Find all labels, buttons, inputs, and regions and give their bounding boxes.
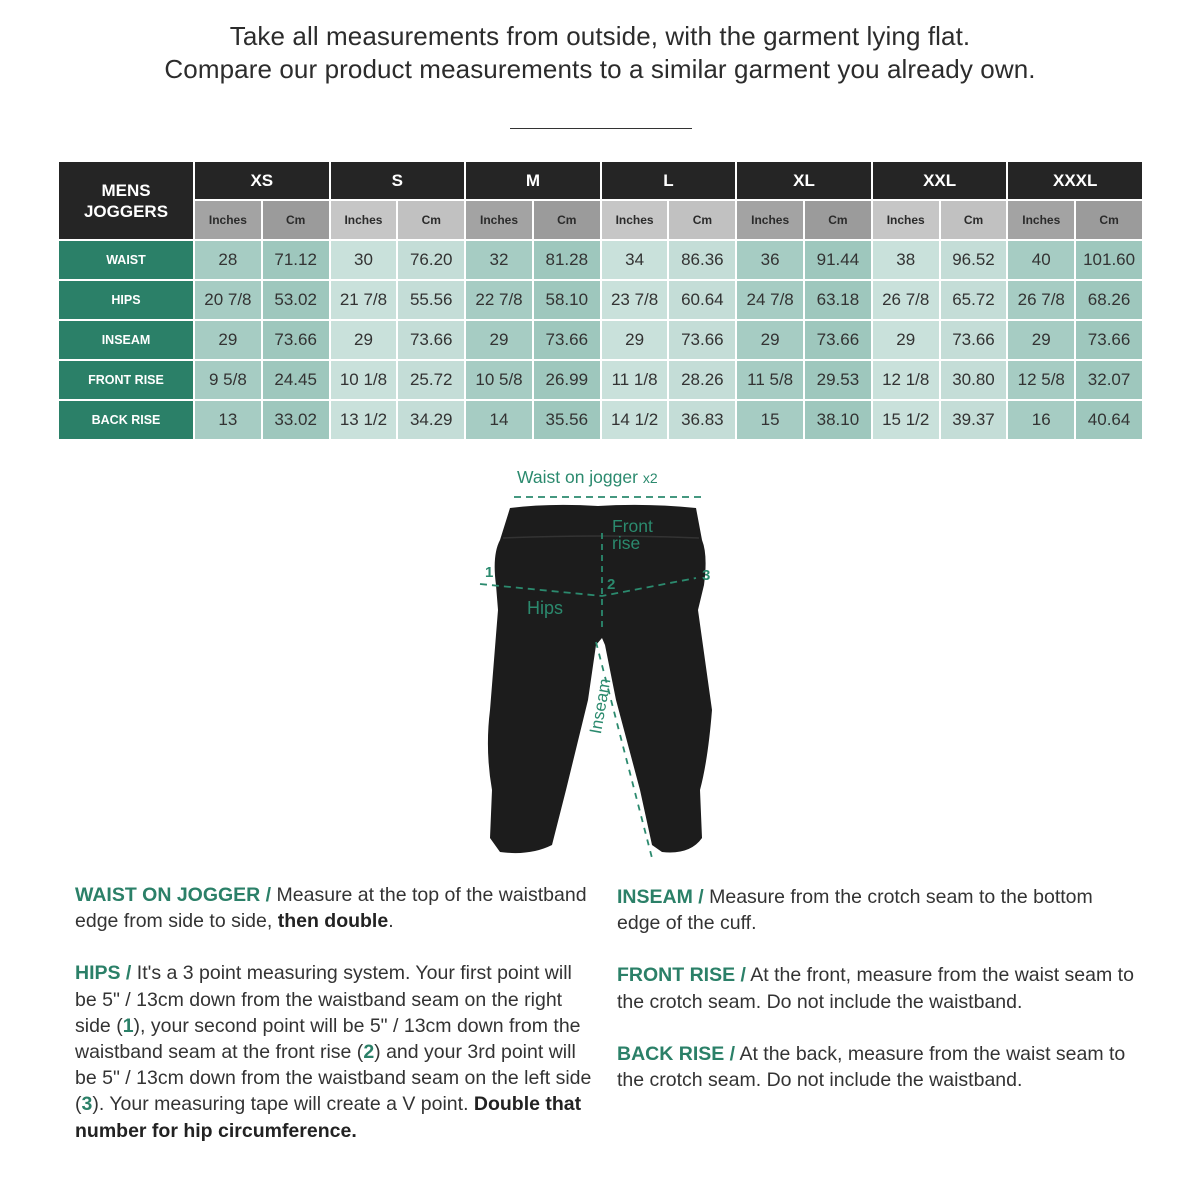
value-cell-inches: 13 xyxy=(194,400,262,440)
intro-line-2: Compare our product measurements to a similar garment you already own. xyxy=(164,54,1036,84)
waist-label-text: Waist on jogger xyxy=(517,467,638,487)
value-cell-cm: 73.66 xyxy=(1075,320,1143,360)
desc-hips xyxy=(75,960,595,1143)
point-2-label: 2 xyxy=(607,576,616,593)
size-header-xxxl: XXXL xyxy=(1007,161,1143,200)
table-body xyxy=(58,240,1143,440)
desc-hips-n1: 1 xyxy=(122,1014,134,1037)
value-cell-inches: 20 7/8 xyxy=(194,280,262,320)
unit-header-row xyxy=(58,200,1143,240)
value-cell-inches: 15 1/2 xyxy=(872,400,940,440)
row-label: WAIST xyxy=(58,240,194,280)
desc-hips-bold: Double that number for hip circumference. xyxy=(75,1093,582,1142)
value-cell-inches: 29 xyxy=(601,320,669,360)
size-header-s: S xyxy=(330,161,466,200)
value-cell-cm: 38.10 xyxy=(804,400,872,440)
desc-hips-n3: 3 xyxy=(81,1093,93,1116)
value-cell-cm: 73.66 xyxy=(262,320,330,360)
value-cell-cm: 60.64 xyxy=(668,280,736,320)
table-row xyxy=(58,280,1143,320)
value-cell-inches: 29 xyxy=(736,320,804,360)
desc-hips-t1: It's a 3 point measuring system. Your first point will be 5" / 13cm down from the waistband seam on the right side ( xyxy=(75,962,572,1037)
point-3-label: 3 xyxy=(702,567,711,584)
value-cell-cm: 30.80 xyxy=(940,360,1008,400)
desc-back-rise-heading: BACK RISE / xyxy=(617,1042,736,1065)
value-cell-inches: 14 xyxy=(465,400,533,440)
table-row xyxy=(58,320,1143,360)
corner-line-2: JOGGERS xyxy=(83,201,169,221)
inseam-diagram-label: Inseam xyxy=(586,677,615,736)
value-cell-cm: 101.60 xyxy=(1075,240,1143,280)
value-cell-cm: 34.29 xyxy=(397,400,465,440)
row-label: FRONT RISE xyxy=(58,360,194,400)
unit-header-cm: Cm xyxy=(668,200,736,240)
value-cell-inches: 14 1/2 xyxy=(601,400,669,440)
value-cell-cm: 33.02 xyxy=(262,400,330,440)
row-label: HIPS xyxy=(58,280,194,320)
size-header-xl: XL xyxy=(736,161,872,200)
value-cell-inches: 11 5/8 xyxy=(736,360,804,400)
unit-header-inches: Inches xyxy=(1007,200,1075,240)
value-cell-inches: 26 7/8 xyxy=(872,280,940,320)
value-cell-cm: 24.45 xyxy=(262,360,330,400)
value-cell-inches: 22 7/8 xyxy=(465,280,533,320)
value-cell-cm: 73.66 xyxy=(533,320,601,360)
value-cell-inches: 12 1/8 xyxy=(872,360,940,400)
left-descriptions xyxy=(75,882,595,1170)
unit-header-inches: Inches xyxy=(194,200,262,240)
value-cell-inches: 11 1/8 xyxy=(601,360,669,400)
value-cell-inches: 9 5/8 xyxy=(194,360,262,400)
front-rise-line-1: Front xyxy=(612,516,653,536)
value-cell-inches: 32 xyxy=(465,240,533,280)
desc-waist-heading: WAIST ON JOGGER / xyxy=(75,884,272,906)
value-cell-inches: 30 xyxy=(330,240,398,280)
value-cell-inches: 24 7/8 xyxy=(736,280,804,320)
size-chart-table xyxy=(57,160,1144,441)
unit-header-cm: Cm xyxy=(397,200,465,240)
desc-waist-end: . xyxy=(388,910,394,933)
value-cell-inches: 28 xyxy=(194,240,262,280)
value-cell-cm: 65.72 xyxy=(940,280,1008,320)
desc-waist-text: Measure at the top of the waistband edge from side to side, xyxy=(75,884,587,933)
value-cell-inches: 38 xyxy=(872,240,940,280)
value-cell-cm: 96.52 xyxy=(940,240,1008,280)
value-cell-cm: 36.83 xyxy=(668,400,736,440)
value-cell-cm: 29.53 xyxy=(804,360,872,400)
value-cell-cm: 73.66 xyxy=(804,320,872,360)
desc-inseam xyxy=(617,884,1137,936)
value-cell-cm: 73.66 xyxy=(397,320,465,360)
value-cell-cm: 58.10 xyxy=(533,280,601,320)
intro-text xyxy=(0,20,1200,86)
desc-inseam-text: Measure from the crotch seam to the bottom edge of the cuff. xyxy=(617,886,1093,935)
unit-header-inches: Inches xyxy=(465,200,533,240)
table-corner-title xyxy=(58,161,194,240)
size-header-l: L xyxy=(601,161,737,200)
value-cell-inches: 12 5/8 xyxy=(1007,360,1075,400)
row-label: BACK RISE xyxy=(58,400,194,440)
value-cell-inches: 13 1/2 xyxy=(330,400,398,440)
value-cell-cm: 32.07 xyxy=(1075,360,1143,400)
desc-back-rise-text: At the back, measure from the waist seam to the crotch seam. Do not include the waistband. xyxy=(617,1042,1126,1092)
size-header-row xyxy=(58,161,1143,200)
value-cell-inches: 29 xyxy=(465,320,533,360)
jogger-illustration xyxy=(440,460,750,870)
table-row xyxy=(58,400,1143,440)
value-cell-inches: 29 xyxy=(872,320,940,360)
unit-header-inches: Inches xyxy=(330,200,398,240)
intro-line-1: Take all measurements from outside, with the garment lying flat. xyxy=(229,21,971,51)
desc-hips-t3: ) and your 3rd point will be 5" / 13cm down from the waistband seam on the left side ( xyxy=(75,1041,592,1116)
unit-header-cm: Cm xyxy=(804,200,872,240)
value-cell-inches: 15 xyxy=(736,400,804,440)
value-cell-cm: 40.64 xyxy=(1075,400,1143,440)
value-cell-cm: 81.28 xyxy=(533,240,601,280)
value-cell-inches: 21 7/8 xyxy=(330,280,398,320)
value-cell-cm: 55.56 xyxy=(397,280,465,320)
waist-diagram-label xyxy=(517,467,658,488)
corner-line-1: MENS xyxy=(101,180,151,200)
value-cell-inches: 29 xyxy=(194,320,262,360)
desc-hips-t2: ), your second point will be 5" / 13cm down from the waistband seam at the front rise ( xyxy=(75,1014,581,1064)
value-cell-cm: 28.26 xyxy=(668,360,736,400)
point-1-label: 1 xyxy=(485,564,494,581)
value-cell-cm: 53.02 xyxy=(262,280,330,320)
value-cell-inches: 23 7/8 xyxy=(601,280,669,320)
value-cell-cm: 63.18 xyxy=(804,280,872,320)
desc-front-rise-text: At the front, measure from the waist seam to the crotch seam. Do not include the waistband. xyxy=(617,964,1134,1013)
unit-header-cm: Cm xyxy=(1075,200,1143,240)
value-cell-inches: 29 xyxy=(330,320,398,360)
value-cell-inches: 10 1/8 xyxy=(330,360,398,400)
value-cell-cm: 26.99 xyxy=(533,360,601,400)
value-cell-inches: 26 7/8 xyxy=(1007,280,1075,320)
size-header-xs: XS xyxy=(194,161,330,200)
unit-header-inches: Inches xyxy=(872,200,940,240)
desc-waist-bold: then double xyxy=(277,910,389,933)
value-cell-cm: 71.12 xyxy=(262,240,330,280)
hips-diagram-label: Hips xyxy=(527,598,564,618)
value-cell-cm: 73.66 xyxy=(668,320,736,360)
value-cell-cm: 91.44 xyxy=(804,240,872,280)
value-cell-inches: 34 xyxy=(601,240,669,280)
row-label: INSEAM xyxy=(58,320,194,360)
desc-front-rise-heading: FRONT RISE / xyxy=(617,964,746,987)
front-rise-line-2: rise xyxy=(612,533,641,553)
unit-header-cm: Cm xyxy=(533,200,601,240)
value-cell-inches: 10 5/8 xyxy=(465,360,533,400)
value-cell-cm: 73.66 xyxy=(940,320,1008,360)
desc-hips-heading: HIPS / xyxy=(75,962,132,985)
unit-header-inches: Inches xyxy=(601,200,669,240)
unit-header-cm: Cm xyxy=(940,200,1008,240)
value-cell-cm: 39.37 xyxy=(940,400,1008,440)
value-cell-cm: 86.36 xyxy=(668,240,736,280)
desc-front-rise xyxy=(617,962,1137,1014)
value-cell-cm: 25.72 xyxy=(397,360,465,400)
desc-back-rise xyxy=(617,1041,1137,1093)
front-rise-diagram-label xyxy=(612,518,653,552)
desc-waist xyxy=(75,882,595,934)
desc-inseam-heading: INSEAM / xyxy=(617,886,704,908)
value-cell-cm: 68.26 xyxy=(1075,280,1143,320)
unit-header-inches: Inches xyxy=(736,200,804,240)
value-cell-inches: 40 xyxy=(1007,240,1075,280)
desc-hips-n2: 2 xyxy=(363,1041,375,1064)
value-cell-inches: 36 xyxy=(736,240,804,280)
table-row xyxy=(58,360,1143,400)
desc-hips-t4: ). Your measuring tape will create a V point. xyxy=(92,1093,474,1116)
value-cell-inches: 16 xyxy=(1007,400,1075,440)
divider xyxy=(510,128,692,129)
value-cell-inches: 29 xyxy=(1007,320,1075,360)
table-row xyxy=(58,240,1143,280)
right-descriptions xyxy=(617,884,1137,1119)
value-cell-cm: 76.20 xyxy=(397,240,465,280)
waist-label-suffix: x2 xyxy=(642,470,658,486)
size-header-xxl: XXL xyxy=(872,161,1008,200)
size-header-m: M xyxy=(465,161,601,200)
value-cell-cm: 35.56 xyxy=(533,400,601,440)
jogger-diagram xyxy=(440,460,750,870)
unit-header-cm: Cm xyxy=(262,200,330,240)
